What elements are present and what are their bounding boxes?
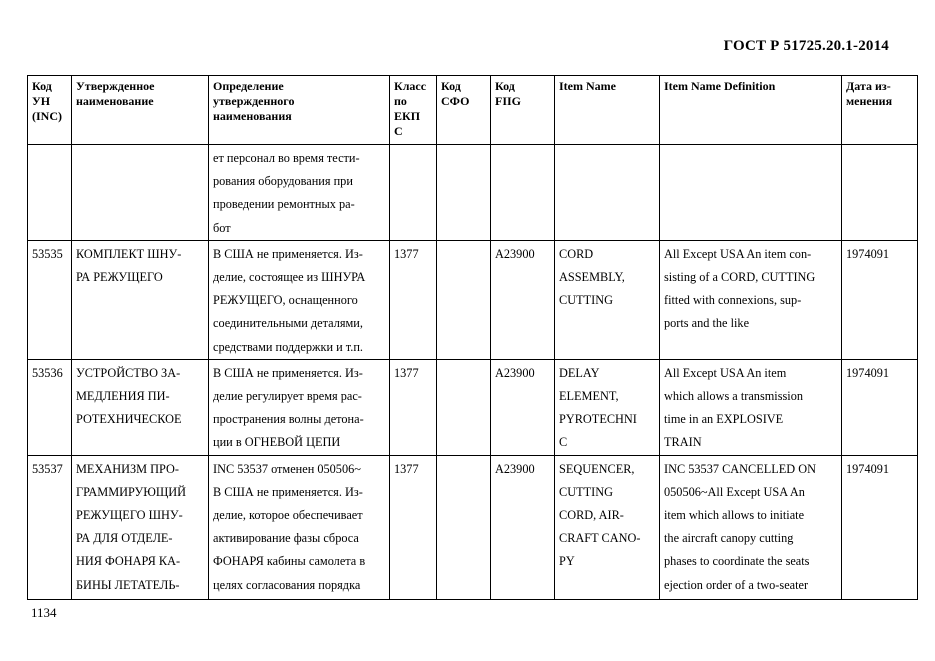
cell-text-line: time in an EXPLOSIVE [664,412,784,427]
cell-text-line: ELEMENT, [559,389,619,404]
col-header-inc [28,76,72,145]
cell-text-line: РЕЖУЩЕГО, оснащенного [213,293,358,308]
cell-approved-name [72,359,209,455]
cell-text-line: Код [441,79,461,93]
cell-text-line: НИЯ ФОНАРЯ КА- [76,554,181,569]
cell-text-line: SEQUENCER, [559,461,635,476]
cell-item-name-definition [660,359,842,455]
cell-text-line: PYROTECHNI [559,412,637,427]
cell-text-line: утвержденного [213,94,295,108]
cell-item-name-definition [660,145,842,241]
cell-text-line: 53536 [32,365,63,380]
cell-change-date [842,240,918,359]
cell-text-line: 53537 [32,461,63,476]
cell-text-line: All Except USA An item con- [664,246,812,261]
cell-ekps-class [390,455,437,599]
cell-text-line: ГРАММИРУЮЩИЙ [76,484,187,499]
cell-text-line: по [394,94,407,108]
cell-text-line: рования оборудования при [213,174,353,189]
col-header-ekps-class [390,76,437,145]
cell-text-line: 1377 [394,365,419,380]
cell-fiig-code [491,455,555,599]
cell-text-line: наименования [213,109,292,123]
cell-change-date [842,455,918,599]
col-header-fiig-code [491,76,555,145]
cell-text-line: CORD [559,246,594,261]
cell-text-line: PY [559,554,575,569]
cell-text-line: All Except USA An item [664,365,787,380]
cell-text-line: делие, которое обеспечивает [213,508,363,523]
table-row [28,240,918,359]
cell-text-line: INC 53537 отменен 050506~ [213,461,361,476]
cell-text-line: бот [213,220,231,235]
table-row [28,145,918,241]
col-header-item-name-definition [660,76,842,145]
cell-ekps-class [390,240,437,359]
cell-text-line: РОТЕХНИЧЕСКОЕ [76,412,182,427]
cell-text-line: СФО [441,94,470,108]
cell-text-line: DELAY [559,365,600,380]
cell-text-line: РА РЕЖУЩЕГО [76,270,163,285]
cell-text-line: РЕЖУЩЕГО ШНУ- [76,508,183,523]
col-header-approved-name [72,76,209,145]
cell-ekps-class [390,359,437,455]
cell-text-line: проведении ремонтных ра- [213,197,355,212]
cell-definition [209,455,390,599]
cell-text-line: Определение [213,79,284,93]
cell-text-line: делие, состоящее из ШНУРА [213,270,366,285]
cell-text-line: МЕДЛЕНИЯ ПИ- [76,389,170,404]
table-body [28,145,918,600]
table-header [28,76,918,145]
cell-text-line: phases to coordinate the seats [664,554,810,569]
table-row [28,455,918,599]
cell-text-line: Item Name [559,79,616,93]
cell-inc [28,145,72,241]
cell-item-name-definition [660,240,842,359]
cell-text-line: Item Name Definition [664,79,776,93]
document-id: ГОСТ Р 51725.20.1-2014 [723,38,889,54]
cell-text-line: ASSEMBLY, [559,270,625,285]
cell-text-line: менения [846,94,893,108]
cell-fiig-code [491,145,555,241]
cell-text-line: 1974091 [846,461,890,476]
cell-approved-name [72,145,209,241]
cell-text-line: ет персонал во время тести- [213,151,360,165]
cell-item-name [555,359,660,455]
cell-text-line: С [394,124,403,138]
cell-text-line: 1377 [394,461,419,476]
cell-definition [209,240,390,359]
cell-sfo-code [437,240,491,359]
col-header-definition [209,76,390,145]
cell-text-line: РА ДЛЯ ОТДЕЛЕ- [76,531,173,546]
cell-text-line: ejection order of a two-seater [664,577,809,592]
cell-text-line: КОМПЛЕКТ ШНУ- [76,246,182,261]
cell-text-line: УН [32,94,51,108]
cell-sfo-code [437,145,491,241]
cell-text-line: 1974091 [846,365,890,380]
cell-approved-name [72,240,209,359]
cell-text-line: делие регулирует время рас- [213,389,362,404]
cell-fiig-code [491,359,555,455]
cell-definition [209,145,390,241]
cell-change-date [842,145,918,241]
cell-item-name [555,145,660,241]
cell-text-line: CUTTING [559,293,613,308]
table-row [28,359,918,455]
cell-text-line: В США не применяется. Из- [213,246,363,261]
cell-text-line: ЕКП [394,109,421,123]
cell-text-line: Класс [394,79,427,93]
col-header-change-date [842,76,918,145]
cell-text-line: C [559,435,568,450]
cell-text-line: ports and the like [664,316,750,331]
cell-text-line: INC 53537 CANCELLED ON [664,461,816,476]
cell-text-line: item which allows to initiate [664,508,805,523]
cell-text-line: A23900 [495,246,535,261]
cell-text-line: ФОНАРЯ кабины самолета в [213,554,366,569]
cell-item-name [555,455,660,599]
cell-text-line: пространения волны детона- [213,412,364,427]
cell-text-line: A23900 [495,365,535,380]
cell-text-line: В США не применяется. Из- [213,365,363,380]
cell-text-line: Утвержденное [76,79,155,93]
cell-text-line: БИНЫ ЛЕТАТЕЛЬ- [76,577,180,592]
cell-text-line: средствами поддержки и т.п. [213,339,363,354]
cell-text-line: CUTTING [559,484,613,499]
cell-approved-name [72,455,209,599]
col-header-sfo-code [437,76,491,145]
cell-text-line: Дата из- [846,79,891,93]
cell-item-name-definition [660,455,842,599]
page-number: 1134 [31,605,57,620]
cell-item-name [555,240,660,359]
cell-text-line: 1974091 [846,246,890,261]
cell-text-line: 050506~All Except USA An [664,484,805,499]
cell-text-line: наименование [76,94,154,108]
cell-change-date [842,359,918,455]
cell-text-line: МЕХАНИЗМ ПРО- [76,461,179,476]
cell-definition [209,359,390,455]
cell-text-line: the aircraft canopy cutting [664,531,794,546]
cell-text-line: Код [32,79,52,93]
cell-ekps-class [390,145,437,241]
cell-text-line: 1377 [394,246,419,261]
cell-text-line: ции в ОГНЕВОЙ ЦЕПИ [213,435,341,450]
cell-text-line: Код [495,79,515,93]
cell-inc [28,455,72,599]
cell-text-line: sisting of a CORD, CUTTING [664,270,816,285]
header-row [28,76,918,145]
cell-text-line: УСТРОЙСТВО ЗА- [76,365,181,380]
cell-inc [28,359,72,455]
cell-text-line: which allows a transmission [664,389,804,404]
cell-text-line: fitted with connexions, sup- [664,293,802,308]
cell-text-line: CRAFT CANO- [559,531,641,546]
cell-inc [28,240,72,359]
cell-text-line: целях согласования порядка [213,577,361,592]
cell-text-line: A23900 [495,461,535,476]
cell-sfo-code [437,359,491,455]
cell-text-line: FIIG [495,94,522,108]
cell-fiig-code [491,240,555,359]
cell-sfo-code [437,455,491,599]
cell-text-line: активирование фазы сброса [213,531,359,546]
cell-text-line: TRAIN [664,435,702,450]
cell-text-line: 53535 [32,246,63,261]
cell-text-line: соединительными деталями, [213,316,363,331]
cell-text-line: В США не применяется. Из- [213,484,363,499]
catalog-table [27,75,918,600]
cell-text-line: (INC) [32,109,62,123]
col-header-item-name [555,76,660,145]
cell-text-line: CORD, AIR- [559,508,624,523]
